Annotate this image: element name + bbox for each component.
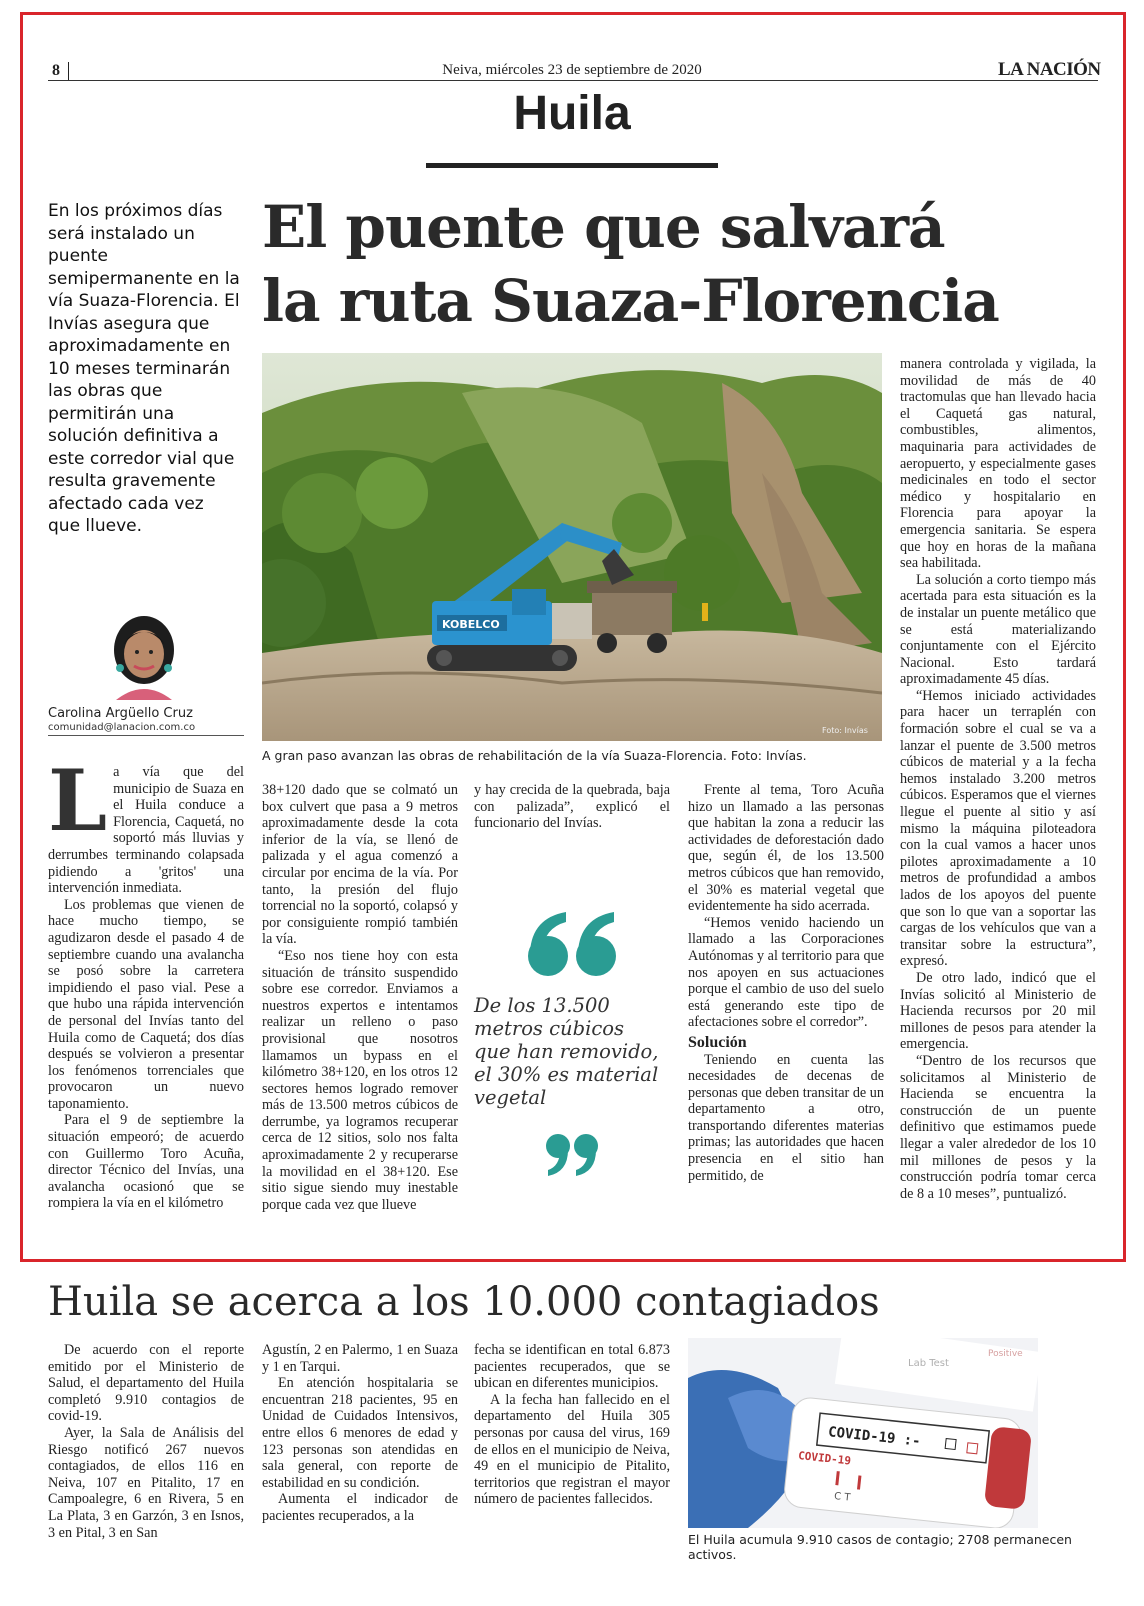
header-rule bbox=[48, 80, 1098, 81]
article-column-2 bbox=[262, 782, 458, 1213]
paragraph: “Dentro de los recursos que solicitamos al Ministerio de Hacienda se encuentra la construcción de un puente definitivo que estimamos puede llegar a valer alrededor de los 10 mil millones de pesos y la construcción podría tomar cerca de 8 a 10 meses”, puntualizó. bbox=[900, 1052, 1096, 1202]
paragraph: A la fecha han fallecido en el departamento del Huila 305 personas por causa del virus, 169 de ellos en el municipio de Neiva, 49 en el municipio de Pitalito, territorios que registran el mayor número de pacientes fallecidos. bbox=[474, 1391, 670, 1508]
subhead-solucion: Solución bbox=[688, 1033, 747, 1051]
article2-column-3 bbox=[474, 1342, 670, 1508]
paragraph: Ayer, la Sala de Análisis del Riesgo notificó 267 nuevos contagiados, de ellos 116 en Neiva, 107 en Pitalito, 17 en Campoalegre, 6 en Rivera, 5 en La Plata, 3 en Garzón, 3 en Isnos, 3 en Pital, 3 en San bbox=[48, 1424, 244, 1541]
byline-rule bbox=[48, 735, 244, 736]
paragraph: “Hemos iniciado actividades para hacer un terraplén con formación sobre el cual se va a lanzar el puente de 3.500 metros cúbicos de material y a la fecha hemos instalado 3.200 metros cúbicos. Esperamos que el viernes llegue el puente al sitio y así mismo la máquina piloteadora con la cual vamos a hacer unos pilotes aproximadamente a 10 metros de profundidad a ambos lados de los apoyos del puente que son lo que van a soportar las cargas de los vehículos que van a transitar sobre la estructura”, expresó. bbox=[900, 687, 1096, 970]
article2-column-1 bbox=[48, 1342, 244, 1541]
positive-label: Positive bbox=[988, 1349, 1023, 1359]
paragraph: La vía que del municipio de Suaza en el Huila conduce a Florencia, Caquetá, no soportó más lluvias y derrumbes terminando colapsada pidiendo a 'gritos' una intervención inmediata. bbox=[48, 751, 244, 897]
photo-credit-mark: Foto: Invías bbox=[822, 726, 868, 735]
paragraph: “Hemos venido haciendo un llamado a las Corporaciones Autónomas y al territorio para que nos apoyen en sus actuaciones porque el cambio de uso del suelo está generando este tipo de afectaciones sobre el corredor”. bbox=[688, 914, 884, 1031]
paragraph: Teniendo en cuenta las necesidades de decenas de personas que deben transitar de un departamento a otro, transportando diferentes materias primas; las autoridades que hacen presencia en el sitio han permitido, de bbox=[688, 1051, 884, 1184]
newspaper-logo: LA NACIÓN bbox=[998, 59, 1101, 80]
paragraph: De acuerdo con el reporte emitido por el Ministerio de Salud, el departamento del Huila completó 9.910 contagios de covid-19. bbox=[48, 1342, 244, 1425]
paragraph: Agustín, 2 en Palermo, 1 en Suaza y 1 en Tarqui. bbox=[262, 1342, 458, 1375]
page-number: 8 bbox=[52, 62, 60, 79]
article2-headline: Huila se acerca a los 10.000 contagiados bbox=[48, 1279, 880, 1325]
lab-test-label: Lab Test bbox=[908, 1358, 949, 1369]
paragraph: En atención hospitalaria se encuentran 218 pacientes, 95 en Unidad de Cuidados Intensivos, entre ellos 6 menores de edad y 123 personas son atendidas en sala general, con reporte de estabilidad en su condición. bbox=[262, 1375, 458, 1491]
article2-column-2 bbox=[262, 1342, 458, 1525]
dateline: Neiva, miércoles 23 de septiembre de 2020 bbox=[442, 62, 702, 78]
paragraph: y hay crecida de la quebrada, baja con palizada”, explicó el funcionario del Invías. bbox=[474, 782, 670, 832]
close-quote-icon bbox=[544, 1132, 600, 1178]
open-quote-icon bbox=[526, 908, 618, 978]
article-column-3 bbox=[474, 782, 670, 832]
covid-test-photo bbox=[688, 1338, 1038, 1528]
article-column-1 bbox=[48, 751, 244, 1212]
covid-photo-caption: El Huila acumula 9.910 casos de contagio; 2708 permanecen activos. bbox=[688, 1532, 1072, 1562]
paragraph: 38+120 dado que se colmató un box culvert que pasa a 9 metros aproximadamente desde la cota inferior de la vía, se llenó de palizada y el agua comenzó a circular por encima de la vía. Por tanto, la presión del flujo torrencial no la soportó, colapsó y por consiguiente rompió también la vía. bbox=[262, 782, 458, 948]
paragraph: Los problemas que vienen de hace mucho tiempo, se agudizaron desde el pasado 4 de septiembre cuando una avalancha se posó sobre la carretera impidiendo el paso vial. Pese a que hubo una rápida intervención de personal del Invías tanto del Huila como de Caquetá; dos días después se volvieron a presentar los fenómenos torrenciales que provocaron un nuevo taponamiento. bbox=[48, 896, 244, 1112]
paragraph: La solución a corto tiempo más acertada para esta situación es la de instalar un puente metálico que se está materializando conjuntamente con el Ejército Nacional. Esto tardará aproximadamente 45 días. bbox=[900, 571, 1096, 688]
tube-label: COVID-19 bbox=[797, 1449, 852, 1468]
section-rule bbox=[426, 163, 718, 168]
paragraph: Aumenta el indicador de pacientes recuperados, a la bbox=[262, 1491, 458, 1524]
article-column-5 bbox=[900, 356, 1096, 1202]
section-title: Huila bbox=[513, 87, 631, 140]
author-email: comunidad@lanacion.com.co bbox=[48, 722, 196, 733]
excavator-landslide-illustration bbox=[262, 353, 882, 741]
article-photo bbox=[262, 353, 882, 741]
author-avatar bbox=[108, 610, 180, 700]
pull-quote: De los 13.500 metros cúbicos que han removido, el 30% es material vegetal bbox=[474, 994, 659, 1109]
headline-line-1: El puente que salvará bbox=[262, 193, 945, 261]
paragraph: “Eso nos tiene hoy con esta situación de tránsito suspendido sobre ese corredor. Enviamos a nuestros expertos e intentamos realizar un relleno o paso provisional que nosotros llamamos un bypass en el kilómetro 38+120, en los otros 12 sectores hemos logrado remover más de 13.500 metros cúbicos de derrumbe, ya logramos recuperar cerca de 12 sitios, solo nos falta aproximadamente 2 y recuperarse la movilidad en el 38+120. Ese sitio sigue siendo muy inestable porque cada vez que llueve bbox=[262, 947, 458, 1213]
paragraph: fecha se identifican en total 6.873 pacientes recuperados, que se ubican en diferentes municipios. bbox=[474, 1342, 670, 1392]
ct-label: C T bbox=[833, 1491, 851, 1504]
excavator-brand-label: KOBELCO bbox=[442, 618, 500, 631]
article-headline bbox=[262, 190, 1102, 338]
drop-cap: L bbox=[48, 751, 108, 850]
article-dek: En los próximos días será instalado un puente semipermanente en la vía Suaza-Florencia. El Invías asegura que aproximadamente en 10 meses terminarán las obras que permitirán una solución definitiva a este corredor vial que resulta gravemente afectado cada vez que llueve. bbox=[48, 201, 240, 536]
paragraph: Frente al tema, Toro Acuña hizo un llamado a las personas que habitan la zona a reducir las actividades de deforestación dado que, según él, de los 13.500 metros cúbicos que han removido, el 30% es material vegetal que evidentemente ha sido acerrada. bbox=[688, 782, 884, 915]
paragraph: De otro lado, indicó que el Invías solicitó al Ministerio de Hacienda recursos por 20 mil millones de pesos para atender la emergencia. bbox=[900, 969, 1096, 1053]
headline-line-2: la ruta Suaza-Florencia bbox=[262, 267, 999, 335]
photo-caption: A gran paso avanzan las obras de rehabilitación de la vía Suaza-Florencia. Foto: Invías. bbox=[262, 748, 807, 763]
author-portrait-icon bbox=[108, 610, 180, 700]
article-column-4 bbox=[688, 782, 884, 1184]
author-name: Carolina Argüello Cruz bbox=[48, 706, 193, 721]
paragraph: manera controlada y vigilada, la movilidad de más de 40 tractomulas que han llevado hacia el Caquetá gas natural, combustibles, alimentos, maquinaria para actividades de aeropuerto, y especialmente gases medicinales en todo el sector médico y hospitalario en Florencia para apoyar la emergencia sanitaria. Se espera que hoy en horas de la mañana sea habilitada. bbox=[900, 356, 1096, 572]
paragraph: Para el 9 de septiembre la situación empeoró; de acuerdo con Guillermo Toro Acuña, director Técnico del Invías, una avalancha ocasionó que se rompiera la vía en el kilómetro bbox=[48, 1112, 244, 1212]
covid-test-illustration bbox=[688, 1338, 1038, 1528]
covid-label: COVID-19 :- bbox=[827, 1424, 922, 1450]
